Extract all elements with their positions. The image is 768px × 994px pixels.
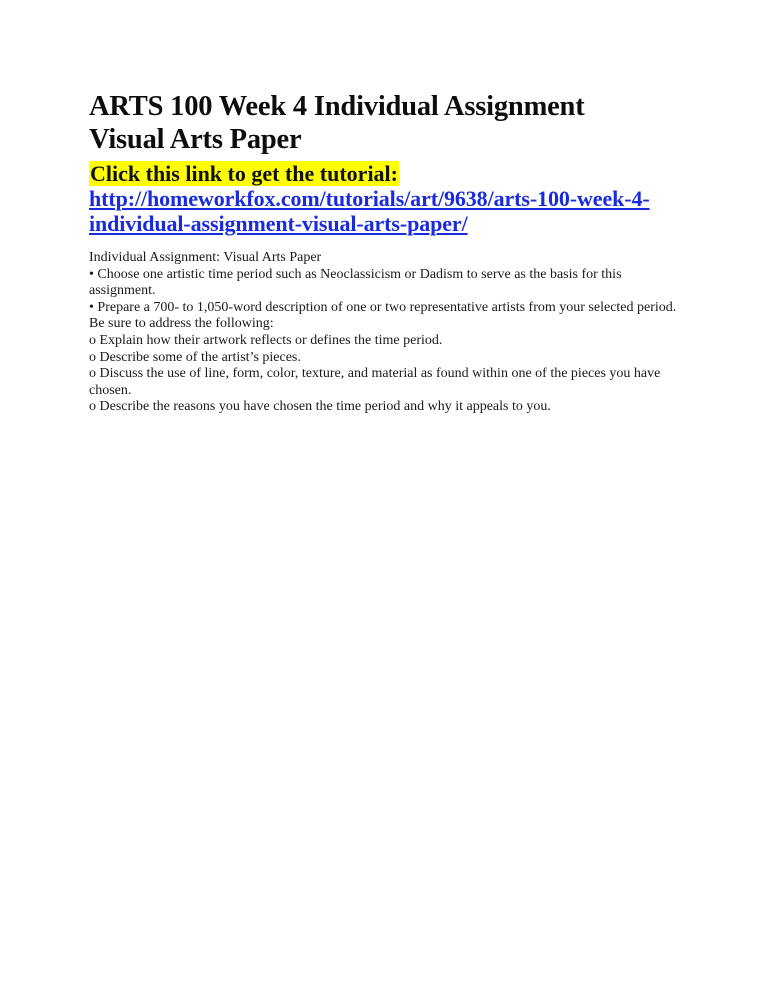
document-title	[89, 90, 689, 156]
title-line-1: ARTS 100 Week 4 Individual Assignment	[89, 91, 585, 122]
tutorial-link[interactable]	[89, 186, 689, 236]
tutorial-callout	[89, 161, 689, 236]
requirements-intro: Be sure to address the following:	[89, 316, 274, 332]
requirement-item: o Describe the reasons you have chosen the time period and why it appeals to you.	[89, 399, 551, 415]
title-line-2: Visual Arts Paper	[89, 124, 302, 155]
tutorial-link-line-1: http://homeworkfox.com/tutorials/art/9638/arts-100-week-4-	[89, 186, 650, 211]
tutorial-callout-label: Click this link to get the tutorial:	[90, 161, 398, 186]
requirement-item: o Explain how their artwork reflects or defines the time period.	[89, 332, 443, 348]
document-page	[89, 90, 689, 416]
assignment-description	[89, 250, 689, 416]
bullet-item: • Prepare a 700- to 1,050-word description of one or two representative artists from your selected period.	[89, 299, 677, 315]
requirement-item: o Describe some of the artist’s pieces.	[89, 349, 301, 365]
bullet-item: • Choose one artistic time period such as Neoclassicism or Dadism to serve as the basis for this assignment.	[89, 266, 622, 299]
tutorial-link-line-2: individual-assignment-visual-arts-paper/	[89, 211, 468, 236]
assignment-heading: Individual Assignment: Visual Arts Paper	[89, 250, 322, 265]
requirement-item: o Discuss the use of line, form, color, texture, and material as found within one of the pieces you have chosen.	[89, 366, 661, 398]
